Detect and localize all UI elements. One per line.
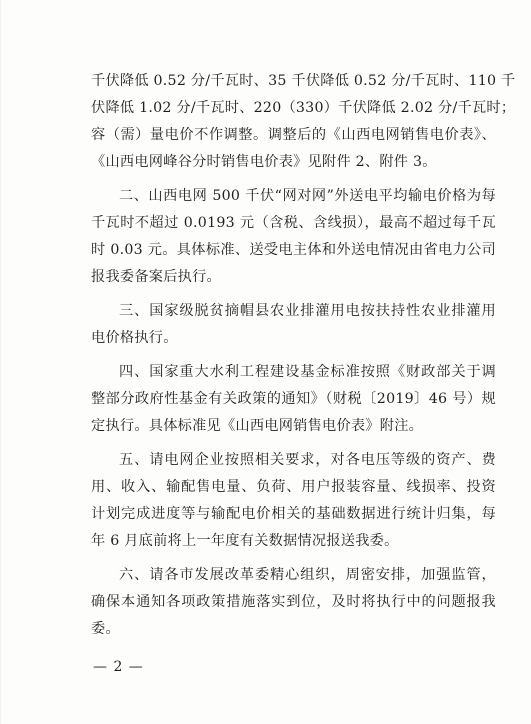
text-line: 三、国家级脱贫摘帽县农业排灌用电按扶持性农业排灌用 xyxy=(119,303,496,319)
text-line: 千伏降低 0.52 分/千瓦时、35 千伏降低 0.52 分/千瓦时、110 千 xyxy=(91,73,516,89)
text-line: 千瓦时不超过 0.0193 元（含税、含线损），最高不超过每千瓦 xyxy=(91,215,496,231)
text-line: 定执行。具体标准见《山西电网销售电价表》附注。 xyxy=(91,418,424,434)
text-line: 电价格执行。 xyxy=(91,330,178,346)
page-number: — 2 — xyxy=(93,659,144,675)
text-line: 容（需）量电价不作调整。调整后的《山西电网销售电价表》、 xyxy=(91,127,496,143)
text-line: 时 0.03 元。具体标准、送受电主体和外送电情况由省电力公司 xyxy=(91,242,496,258)
text-line: 《山西电网峰谷分时销售电价表》见附件 2、附件 3。 xyxy=(91,154,437,170)
text-line: 四、国家重大水利工程建设基金标准按照《财政部关于调 xyxy=(119,364,496,380)
text-line: 用、收入、输配售电量、负荷、用户报装容量、线损率、投资 xyxy=(91,479,496,495)
text-line: 整部分政府性基金有关政策的通知》（财税〔2019〕46 号）规 xyxy=(91,391,496,407)
text-line: 报我委备案后执行。 xyxy=(91,269,221,285)
text-line: 五、请电网企业按照相关要求，对各电压等级的资产、费 xyxy=(119,452,496,468)
text-line: 伏降低 1.02 分/千瓦时、220（330）千伏降低 2.02 分/千瓦时； xyxy=(91,100,516,116)
text-line: 计划完成进度等与输配电价相关的基础数据进行统计归集，每 xyxy=(91,506,496,522)
text-line: 确保本通知各项政策措施落实到位，及时将执行中的问题报我 xyxy=(91,594,496,610)
text-line: 二、山西电网 500 千伏“网对网”外送电平均输电价格为每 xyxy=(119,188,496,204)
text-line: 六、请各市发展改革委精心组织，周密安排，加强监管， xyxy=(119,567,496,583)
text-line: 委。 xyxy=(91,621,120,637)
text-line: 年 6 月底前将上一年度有关数据情况报送我委。 xyxy=(91,533,399,549)
